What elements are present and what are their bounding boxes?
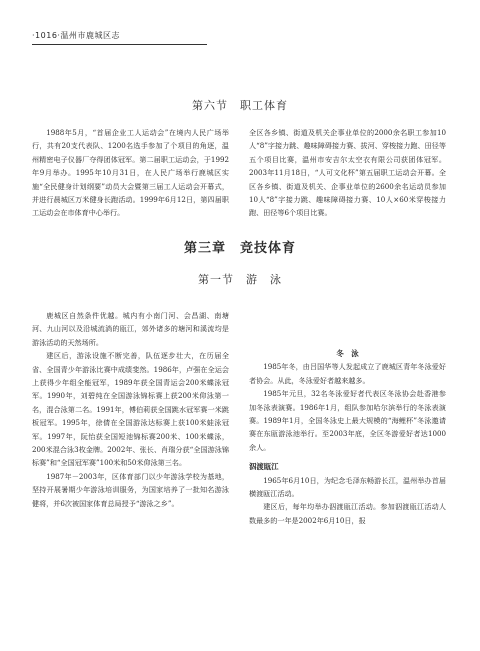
running-header: ·1016·温州市鹿城区志 [32, 31, 120, 40]
swimming-intro-paragraph: 鹿城区自然条件优越。城内有小南门河、会昌湖、南塘河、九山河以及沿城流淌的瓯江，郊外诸多的塘河和溪流均是游泳活动的天然场所。 [32, 311, 229, 347]
section6-left-column [32, 126, 229, 220]
header-rule [32, 44, 207, 45]
section6-left-paragraph: 1988年5月，“首届企业工人运动会”在境内人民广场举行，共有20支代表队、1200名选手参加了个项目的角逐，温州精密电子仪器厂夺得团体冠军。第二届职工运动会，于1992年9月举办。1995年10月31日，在人民广场举行鹿城区实施“全民健身计划纲要”动员大会暨第三届工人运动会开幕式，并进行晨城区万米健身长跑活动。1999年6月12日，第四届职工运动会在市体育中心举行。 [32, 128, 229, 218]
river-crossing-paragraph-2: 建区后，每年均举办泅渡瓯江活动。参加泅渡瓯江活动人数最多的一年是2002年6月10日，报 [249, 502, 446, 525]
swimming-training-paragraph: 1987年－2003年，区体育部门以少年游泳学校为基地，坚持开展暑期少年游泳培训服务，为国家培养了一批知名游泳健将，并6次被国家体育总局授予“游泳之乡”。 [32, 471, 229, 508]
winter-swimming-heading: 冬 泳 [336, 349, 359, 358]
section6-right-paragraph: 全区各乡镇、街道及机关企事业单位的2000余名职工参加10人“8”字接力跳、趣味障碍接力赛、拔河、穿梭接力跑、田径等五个项目比赛，温州市安吉尔太空衣有限公司获团体冠军。2003年11月18日，“人可文化杯”第五届职工运动会开幕。全区各乡镇、街道及机关、企事业单位的2600余名运动员参加10人“8”字接力跳、趣味障碍接力赛、10人×60米穿梭接力跑、田径等6个项目比赛。 [249, 128, 446, 218]
chapter-title-competitive-sports: 第三章 竞技体育 [183, 241, 296, 256]
winter-swimming-paragraph-2: 1985年元旦，32名冬泳爱好者代表区冬泳协会赴香港参加冬泳表演赛。1986年1月，组队参加哈尔滨举行的冬泳表演赛。1989年1月，全国冬泳史上最大规模的“海鲤杯”冬泳邀请赛在东瓯游泳池举行。至2003年底，全区冬游爱好者达1000余人。 [249, 389, 446, 452]
section-title-workers-sports: 第六节 职工体育 [192, 99, 288, 112]
swimming-left-column [32, 309, 229, 510]
section6-right-column [249, 126, 446, 220]
river-crossing-heading: 泅渡瓯江 [249, 462, 279, 472]
section-title-swimming: 第一节 游 泳 [198, 273, 282, 286]
river-crossing-paragraph-1: 1965年6月10日，为纪念毛泽东畅游长江，温州举办首届横渡瓯江活动。 [249, 475, 446, 499]
winter-swimming-paragraph-1: 1985年冬，由吕国华等人发起成立了鹿城区青年冬泳爱好者协会。从此，冬泳爱好者越来越多。 [249, 362, 446, 385]
swimming-achievements-paragraph: 建区后，游泳设施不断完善，队伍逐步壮大，在历届全省、全国青少年游泳比赛中成绩斐然。1986年，卢强在全运会上获得少年组全能冠军，1989年获全国青运会200米蝶泳冠军。1990年，刘碧纯在全国游泳锦标赛上获200米仰泳第一名，混合泳第二名。1991年，傅伯莉获全国跳水冠军赛一米跳板冠军。1995年，徐倩在全国游泳达标赛上获100米蛙泳冠军。1997年，阮怡获全国短池锦标赛200米、100米蝶泳，200米混合泳3枚金牌。2002年、张长、肖瑞分获“全国游泳锦标赛”和“全国冠军赛”100米和50米仰泳第三名。 [32, 351, 229, 468]
swimming-right-column [249, 347, 446, 527]
